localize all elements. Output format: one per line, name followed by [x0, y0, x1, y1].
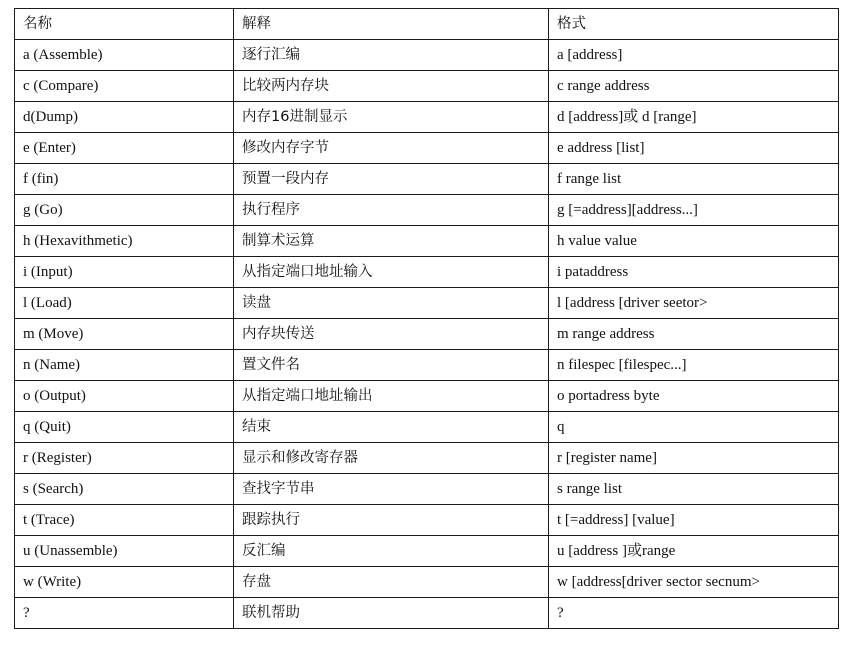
command-format-cell: w [address[driver sector secnum>: [549, 567, 839, 598]
table-row: [15, 381, 839, 412]
command-description-cell: 比较两内存块: [234, 71, 549, 102]
command-name-cell: s (Search): [15, 474, 234, 505]
command-name-cell: q (Quit): [15, 412, 234, 443]
command-description-cell: 跟踪执行: [234, 505, 549, 536]
command-description-cell: 逐行汇编: [234, 40, 549, 71]
command-format-cell: e address [list]: [549, 133, 839, 164]
command-name-cell: o (Output): [15, 381, 234, 412]
command-description-cell: 制算术运算: [234, 226, 549, 257]
command-description-cell: 预置一段内存: [234, 164, 549, 195]
table-row: [15, 102, 839, 133]
command-description-cell: 内存16进制显示: [234, 102, 549, 133]
command-name-cell: ?: [15, 598, 234, 629]
command-format-cell: c range address: [549, 71, 839, 102]
command-description-cell: 查找字节串: [234, 474, 549, 505]
command-format-cell: r [register name]: [549, 443, 839, 474]
command-description-cell: 读盘: [234, 288, 549, 319]
command-name-cell: c (Compare): [15, 71, 234, 102]
header-name: 名称: [15, 9, 234, 40]
command-description-cell: 存盘: [234, 567, 549, 598]
command-format-cell: d [address]或 d [range]: [549, 102, 839, 133]
command-format-cell: n filespec [filespec...]: [549, 350, 839, 381]
command-format-cell: s range list: [549, 474, 839, 505]
command-name-cell: m (Move): [15, 319, 234, 350]
command-name-cell: d(Dump): [15, 102, 234, 133]
command-description-cell: 联机帮助: [234, 598, 549, 629]
command-format-cell: a [address]: [549, 40, 839, 71]
header-row: [15, 9, 839, 40]
command-description-cell: 修改内存字节: [234, 133, 549, 164]
table-row: [15, 288, 839, 319]
command-description-cell: 显示和修改寄存器: [234, 443, 549, 474]
header-description: 解释: [234, 9, 549, 40]
command-name-cell: u (Unassemble): [15, 536, 234, 567]
command-name-cell: w (Write): [15, 567, 234, 598]
header-format: 格式: [549, 9, 839, 40]
command-name-cell: l (Load): [15, 288, 234, 319]
table-row: [15, 412, 839, 443]
table-row: [15, 536, 839, 567]
debug-commands-table: [14, 8, 839, 629]
table-row: [15, 598, 839, 629]
command-format-cell: i pataddress: [549, 257, 839, 288]
table-row: [15, 40, 839, 71]
table-row: [15, 164, 839, 195]
table-body: [15, 40, 839, 629]
command-format-cell: o portadress byte: [549, 381, 839, 412]
command-name-cell: h (Hexavithmetic): [15, 226, 234, 257]
command-name-cell: r (Register): [15, 443, 234, 474]
command-format-cell: t [=address] [value]: [549, 505, 839, 536]
table-row: [15, 474, 839, 505]
command-name-cell: n (Name): [15, 350, 234, 381]
table-row: [15, 319, 839, 350]
command-description-cell: 置文件名: [234, 350, 549, 381]
command-format-cell: u [address ]或range: [549, 536, 839, 567]
command-format-cell: g [=address][address...]: [549, 195, 839, 226]
command-name-cell: g (Go): [15, 195, 234, 226]
command-format-cell: f range list: [549, 164, 839, 195]
command-description-cell: 执行程序: [234, 195, 549, 226]
table-row: [15, 350, 839, 381]
command-name-cell: f (fin): [15, 164, 234, 195]
table-header: [15, 9, 839, 40]
table-row: [15, 505, 839, 536]
command-description-cell: 内存块传送: [234, 319, 549, 350]
table-row: [15, 133, 839, 164]
command-format-cell: q: [549, 412, 839, 443]
command-format-cell: ?: [549, 598, 839, 629]
command-description-cell: 反汇编: [234, 536, 549, 567]
command-name-cell: i (Input): [15, 257, 234, 288]
command-name-cell: e (Enter): [15, 133, 234, 164]
table-row: [15, 195, 839, 226]
table-row: [15, 257, 839, 288]
command-description-cell: 结束: [234, 412, 549, 443]
table-row: [15, 443, 839, 474]
table-row: [15, 226, 839, 257]
table-row: [15, 567, 839, 598]
command-name-cell: t (Trace): [15, 505, 234, 536]
command-name-cell: a (Assemble): [15, 40, 234, 71]
command-description-cell: 从指定端口地址输入: [234, 257, 549, 288]
command-format-cell: m range address: [549, 319, 839, 350]
command-description-cell: 从指定端口地址输出: [234, 381, 549, 412]
table-row: [15, 71, 839, 102]
command-format-cell: h value value: [549, 226, 839, 257]
command-format-cell: l [address [driver seetor>: [549, 288, 839, 319]
